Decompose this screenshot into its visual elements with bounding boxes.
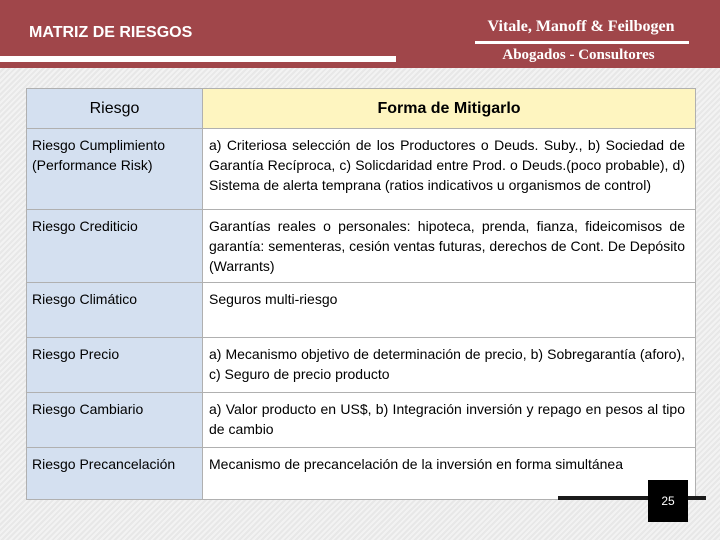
header-mitigation: Forma de Mitigarlo [203, 89, 696, 129]
table-row [27, 129, 696, 210]
page-number: 25 [648, 480, 688, 522]
table-header-row [27, 89, 696, 129]
risk-matrix-table [26, 88, 696, 500]
table-row [27, 393, 696, 448]
page-title: MATRIZ DE RIESGOS [29, 24, 193, 41]
title-underline [0, 56, 396, 62]
header-bar [0, 0, 720, 68]
risk-cell: Riesgo Precio [27, 338, 203, 393]
risk-cell: Riesgo Climático [27, 283, 203, 338]
firm-name: Vitale, Manoff & Feilbogen [487, 18, 675, 35]
mitigation-cell: Garantías reales o personales: hipoteca, prenda, fianza, fideicomisos de garantía: sementeras, cesión ventas futuras, derechos de Cont. De Depósito (Warrants) [203, 210, 696, 283]
risk-cell: Riesgo Cambiario [27, 393, 203, 448]
table-row [27, 338, 696, 393]
mitigation-cell: Mecanismo de precancelación de la inversión en forma simultánea [203, 448, 696, 500]
table-row [27, 210, 696, 283]
risk-cell: Riesgo Cumplimiento (Performance Risk) [27, 129, 203, 210]
mitigation-cell: Seguros multi-riesgo [203, 283, 696, 338]
mitigation-cell: a) Mecanismo objetivo de determinación de precio, b) Sobregarantía (aforo), c) Seguro de precio producto [203, 338, 696, 393]
table-row [27, 283, 696, 338]
firm-subtitle: Abogados - Consultores [502, 47, 655, 63]
risk-cell: Riesgo Crediticio [27, 210, 203, 283]
table-row [27, 448, 696, 500]
header-risk: Riesgo [27, 89, 203, 129]
mitigation-cell: a) Valor producto en US$, b) Integración inversión y repago en pesos al tipo de cambio [203, 393, 696, 448]
firm-divider [475, 41, 689, 44]
mitigation-cell: a) Criteriosa selección de los Productores o Deuds. Suby., b) Sociedad de Garantía Recíproca, c) Solicdaridad entre Prod. o Deuds.(poco probable), d) Sistema de alerta temprana (ratios indicativos u organismos de control) [203, 129, 696, 210]
risk-cell: Riesgo Precancelación [27, 448, 203, 500]
